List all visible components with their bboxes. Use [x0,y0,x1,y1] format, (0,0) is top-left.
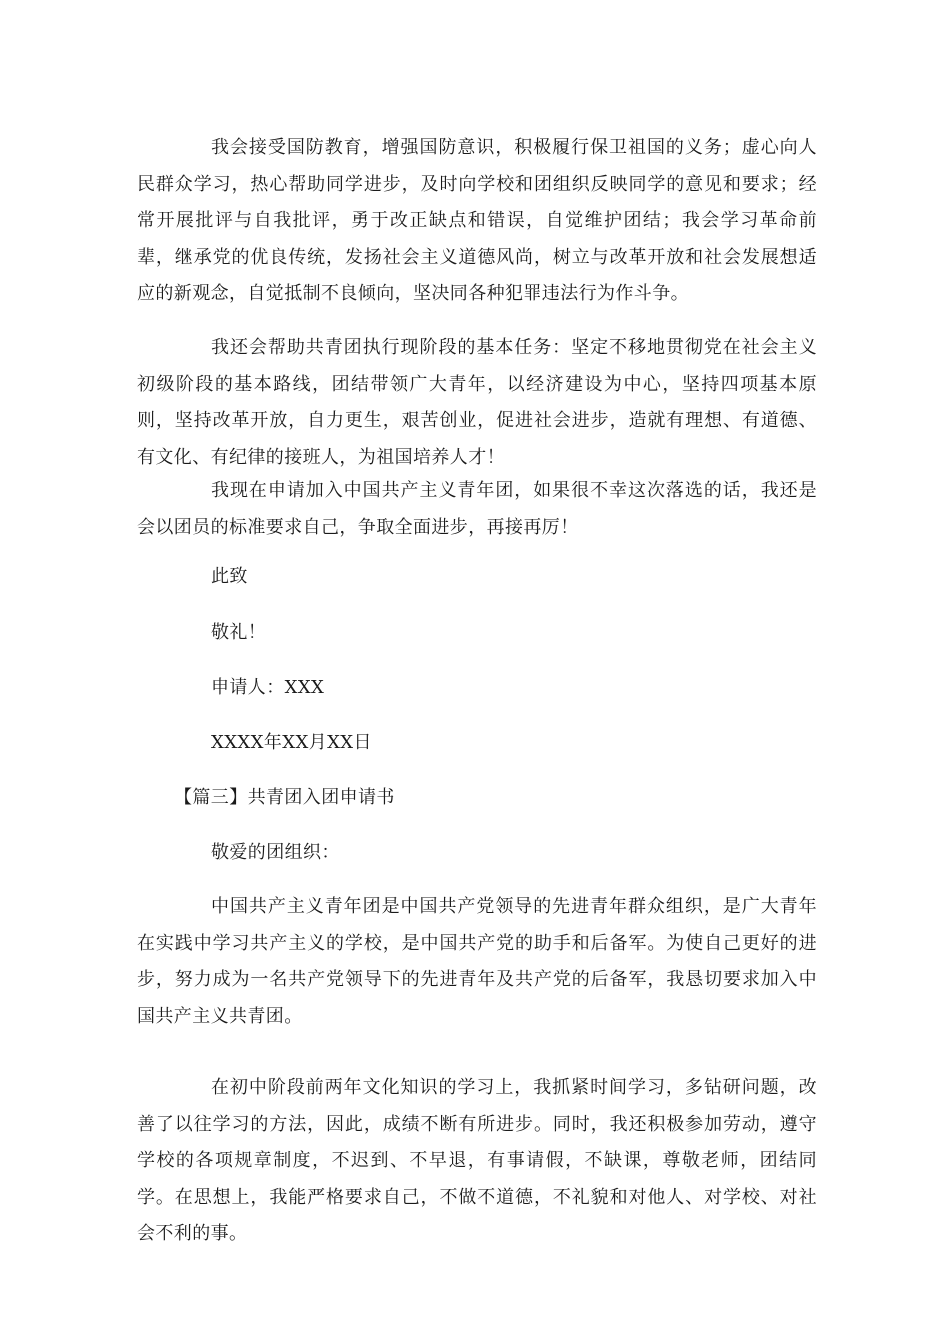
paragraph-league-tasks: 我还会帮助共青团执行现阶段的基本任务：坚定不移地贯彻党在社会主义初级阶段的基本路线，团结带领广大青年，以经济建设为中心，坚持四项基本原则，坚持改革开放，自力更生，艰苦创业，促进社会进步，造就有理想、有道德、有文化、有纪律的接班人，为祖国培养人才！ [137,337,817,468]
closing-salutation-1: 此致 [211,566,248,587]
applicant-signature: 申请人：XXX [211,677,325,698]
paragraph-study-conduct: 在初中阶段前两年文化知识的学习上，我抓紧时间学习，多钻研问题，改善了以往学习的方法，因此，成绩不断有所进步。同时，我还积极参加劳动，遵守学校的各项规章制度，不迟到、不早退，有事请假，不缺课，尊敬老师，团结同学。在思想上，我能严格要求自己，不做不道德，不礼貌和对他人、对学校、对社会不利的事。 [137,1077,817,1244]
greeting: 敬爱的团组织： [211,842,340,863]
paragraph-league-intro: 中国共产主义青年团是中国共产党领导的先进青年群众组织，是广大青年在实践中学习共产主义的学校，是中国共产党的助手和后备军。为使自己更好的进步，努力成为一名共产党领导下的先进青年及共产党的后备军，我恳切要求加入中国共产主义共青团。 [137,896,817,1027]
application-date: XXXX年XX月XX日 [211,732,372,753]
closing-salutation-2: 敬礼！ [211,622,267,643]
paragraph-national-defense: 我会接受国防教育，增强国防意识，积极履行保卫祖国的义务；虚心向人民群众学习，热心帮助同学进步，及时向学校和团组织反映同学的意见和要求；经常开展批评与自我批评，勇于改正缺点和错误，自觉维护团结；我会学习革命前辈，继承党的优良传统，发扬社会主义道德风尚，树立与改革开放和社会发展想适应的新观念，自觉抵制不良倾向，坚决同各种犯罪违法行为作斗争。 [137,137,817,304]
section-heading: 【篇三】共青团入团申请书 [174,787,395,808]
paragraph-application: 我现在申请加入中国共产主义青年团，如果很不幸这次落选的话，我还是会以团员的标准要求自己，争取全面进步，再接再厉！ [137,480,817,538]
